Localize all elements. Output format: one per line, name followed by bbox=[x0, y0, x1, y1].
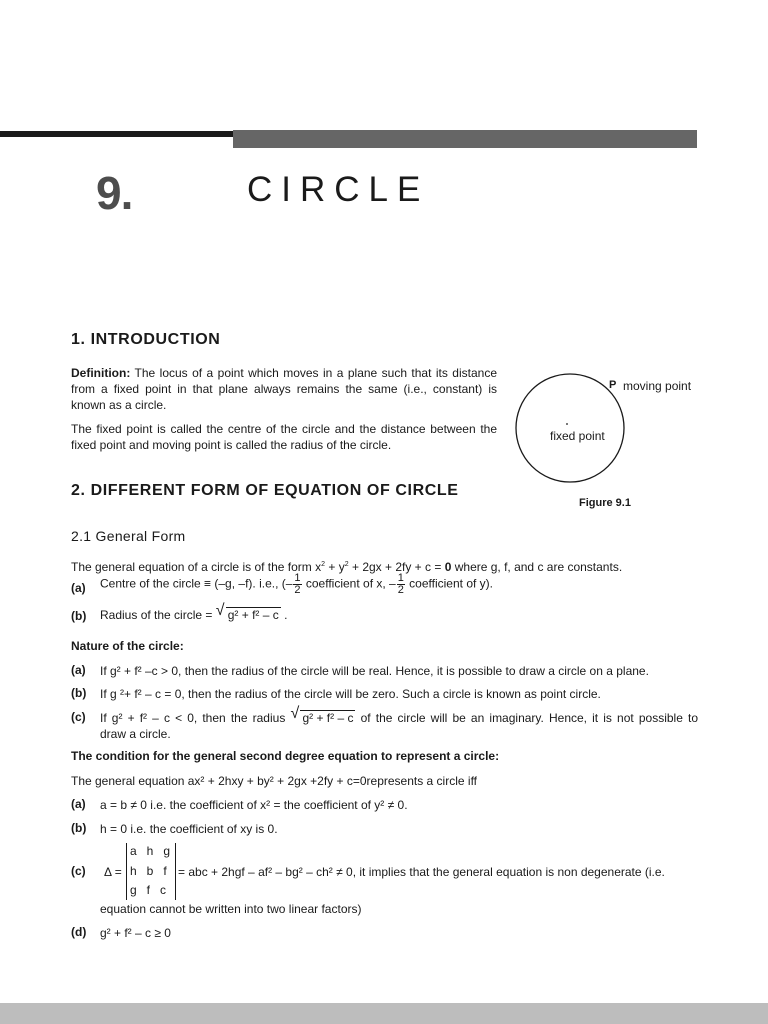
condition-item-c: = abc + 2hgf – af² – bg² – ch² ≠ 0, it implies that the general equation is non degenerate (i.e. bbox=[178, 865, 665, 879]
condition-item-b: h = 0 i.e. the coefficient of xy is 0. bbox=[100, 822, 278, 836]
nature-heading: Nature of the circle: bbox=[71, 639, 184, 653]
determinant-matrix bbox=[126, 843, 176, 900]
fraction-half: $\frac{1}{2}$ bbox=[397, 572, 404, 596]
header-rule-dark bbox=[0, 131, 233, 137]
condition-label-c: (c) bbox=[71, 864, 86, 878]
condition-label-b: (b) bbox=[71, 821, 87, 835]
condition-label-a: (a) bbox=[71, 797, 86, 811]
header-rule-grey bbox=[233, 130, 697, 148]
determinant-row: g f c bbox=[130, 883, 167, 897]
section-heading-forms: 2. DIFFERENT FORM OF EQUATION OF CIRCLE bbox=[71, 482, 459, 499]
centre-radius-paragraph: The fixed point is called the centre of the circle and the distance between the fixed point and moving point is called the radius of the circle. bbox=[71, 422, 497, 452]
condition-label-d: (d) bbox=[71, 925, 87, 939]
delta-symbol: Δ = bbox=[104, 865, 122, 879]
section-heading-introduction: 1. INTRODUCTION bbox=[71, 331, 221, 348]
fraction-half: $\frac{1}{2}$ bbox=[294, 572, 301, 596]
determinant-row: h b f bbox=[130, 864, 167, 878]
fixed-point-label: fixed point bbox=[550, 429, 605, 443]
point-p-label: P bbox=[609, 379, 617, 391]
definition-paragraph: Definition: The locus of a point which moves in a plane such that its distance from a fixed point in that plane always remains the same (i.e., constant) is known as a circle. bbox=[71, 366, 497, 412]
centre-of-circle-text: Centre of the circle ≡ (–g, –f). i.e., (– $\frac{1}{2}$ coefficient of x, – $\frac{1}{2}$ coefficient of y). bbox=[100, 572, 493, 596]
nature-label-a: (a) bbox=[71, 663, 86, 677]
nature-item-a: If g² + f² –c > 0, then the radius of the circle will be real. Hence, it is possible to draw a circle on a plane. bbox=[100, 664, 649, 678]
chapter-number: 9. bbox=[96, 167, 133, 219]
nature-item-b: If g ²+ f² – c = 0, then the radius of the circle will be zero. Such a circle is known as point circle. bbox=[100, 687, 601, 701]
moving-point-label: moving point bbox=[623, 379, 692, 393]
definition-label: Definition: bbox=[71, 366, 131, 380]
general-equation-text: The general equation of a circle is of the form $x^2 + y^2 + 2gx + 2fy + c = 0$ where g, f, and c are constants. bbox=[71, 560, 623, 574]
item-label-a: (a) bbox=[71, 581, 86, 595]
chapter-title: CIRCLE bbox=[247, 170, 430, 209]
condition-item-d: g² + f² – c ≥ 0 bbox=[100, 926, 171, 940]
centre-dot bbox=[566, 423, 568, 425]
footer-band bbox=[0, 1003, 768, 1024]
square-root-expression: √ g² + f² – c bbox=[290, 705, 354, 725]
circle-shape bbox=[516, 374, 624, 482]
square-root-expression: √ g² + f² – c bbox=[215, 602, 279, 622]
determinant-row: a h g bbox=[130, 844, 171, 858]
condition-heading: The condition for the general second degree equation to represent a circle: bbox=[71, 749, 500, 763]
nature-label-b: (b) bbox=[71, 686, 87, 700]
radius-text: Radius of the circle = √ g² + f² – c . bbox=[100, 602, 288, 622]
item-label-b: (b) bbox=[71, 609, 87, 623]
condition-item-c-continued: equation cannot be written into two linear factors) bbox=[100, 902, 362, 916]
figure-caption: Figure 9.1 bbox=[579, 497, 631, 509]
condition-text: The general equation ax² + 2hxy + by² + 2gx +2fy + c=0represents a circle iff bbox=[71, 774, 478, 788]
nature-label-c: (c) bbox=[71, 710, 86, 724]
subsection-heading-general-form: 2.1 General Form bbox=[71, 528, 186, 544]
condition-item-a: a = b ≠ 0 i.e. the coefficient of x² = the coefficient of y² ≠ 0. bbox=[100, 798, 408, 812]
nature-item-c: If g² + f² – c < 0, then the radius √ g² + f² – c of the circle will be an imaginary. Hence, it is not possible to draw a circle. bbox=[100, 705, 699, 741]
